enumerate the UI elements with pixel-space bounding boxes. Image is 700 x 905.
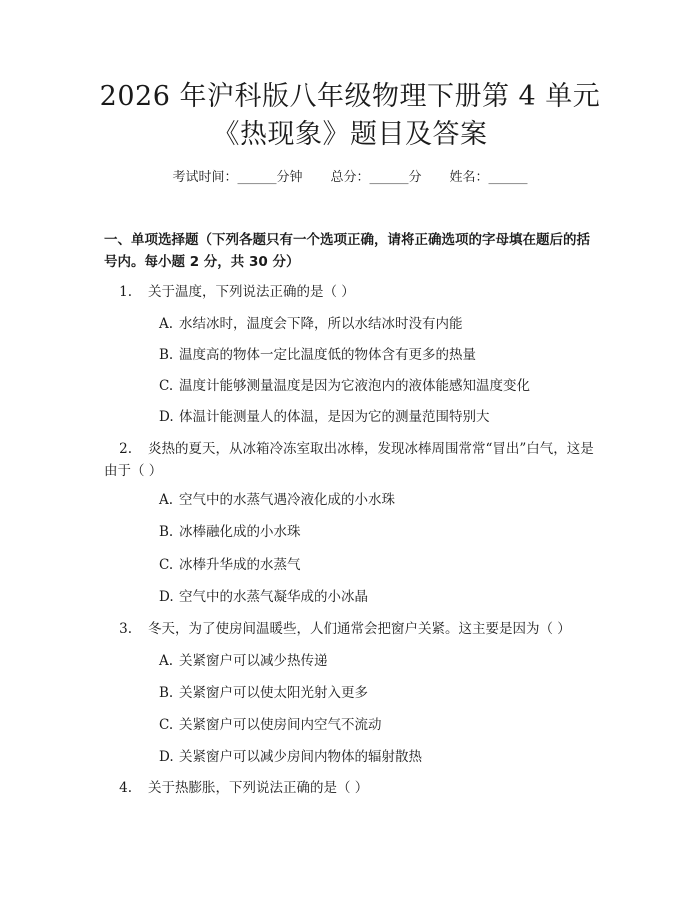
option-3a [159,651,328,671]
question-2 [104,438,594,482]
student-name: 姓名：______ [449,170,528,185]
question-4 [104,777,594,799]
option-letter: D. [159,749,174,765]
option-text: 温度高的物体一定比温度低的物体含有更多的热量 [179,347,476,363]
option-letter: C. [159,717,174,733]
option-letter: C. [159,378,174,394]
option-letter: B. [159,347,174,363]
option-3c [159,715,382,735]
option-text: 温度计能够测量温度是因为它液泡内的液体能感知温度变化 [179,378,530,394]
option-text: 冰棒融化成的小水珠 [179,524,301,540]
option-letter: B. [159,524,174,540]
option-1a [159,314,463,334]
question-text: 冬天，为了使房间温暖些，人们通常会把窗户关紧。这主要是因为（ ） [148,621,571,637]
exam-time: 考试时间：______分钟 [172,170,303,185]
option-2a [159,490,395,510]
option-1c [159,376,530,396]
option-letter: A. [159,653,174,669]
option-text: 关紧窗户可以使太阳光射入更多 [179,685,368,701]
question-text: 关于热膨胀，下列说法正确的是（ ） [148,780,369,796]
question-3 [104,618,594,640]
option-text: 体温计能测量人的体温，是因为它的测量范围特别大 [179,409,490,425]
option-1d [159,407,490,427]
option-letter: D. [159,409,174,425]
total-score: 总分：______分 [330,170,422,185]
question-number: 3. [119,621,132,637]
option-letter: C. [159,557,174,573]
option-letter: A. [159,316,174,332]
option-text: 水结冰时，温度会下降，所以水结冰时没有内能 [179,316,463,332]
page-title: 2026 年沪科版八年级物理下册第 4 单元《热现象》题目及答案 [99,81,601,150]
question-1 [104,281,594,303]
option-3b [159,683,368,703]
option-text: 关紧窗户可以使房间内空气不流动 [179,717,382,733]
option-letter: A. [159,492,174,508]
option-2c [159,555,301,575]
section-heading: 一、单项选择题（下列各题只有一个选项正确，请将正确选项的字母填在题后的括号内。每小题 2 分，共 30 分） [104,232,590,270]
question-text: 炎热的夏天，从冰箱冷冻室取出冰棒，发现冰棒周围常常“冒出”白气，这是由于（ ） [104,441,594,479]
question-number: 1. [119,284,132,300]
option-2b [159,522,301,542]
option-text: 冰棒升华成的水蒸气 [179,557,301,573]
option-text: 空气中的水蒸气凝华成的小冰晶 [179,589,368,605]
question-number: 4. [119,780,132,796]
option-3d [159,747,422,767]
question-number: 2. [119,441,132,457]
question-text: 关于温度，下列说法正确的是（ ） [148,284,355,300]
option-letter: D. [159,589,174,605]
option-text: 空气中的水蒸气遇冷液化成的小水珠 [179,492,395,508]
option-2d [159,587,368,607]
option-text: 关紧窗户可以减少房间内物体的辐射散热 [179,749,422,765]
exam-info [0,169,700,187]
option-letter: B. [159,685,174,701]
option-text: 关紧窗户可以减少热传递 [179,653,328,669]
option-1b [159,345,476,365]
